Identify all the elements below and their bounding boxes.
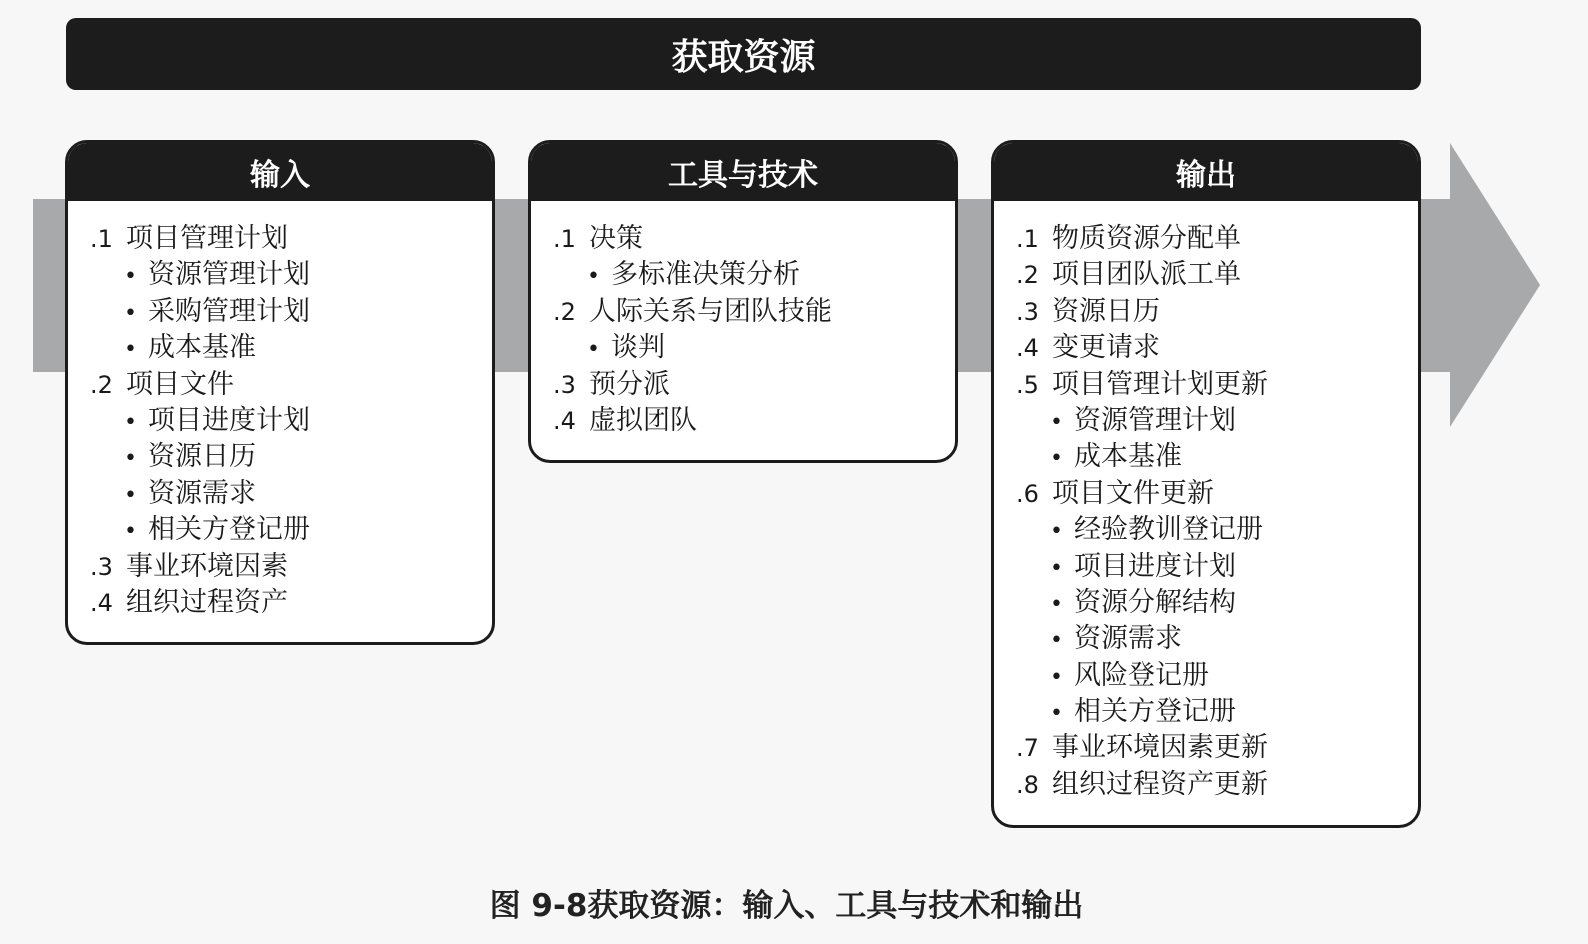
bullet-icon: • xyxy=(587,337,600,363)
item-number: .4 xyxy=(1016,334,1039,363)
item-number: .1 xyxy=(553,225,576,253)
list-item xyxy=(1016,730,1418,766)
item-text: 多标准决策分析 xyxy=(611,259,800,291)
bullet-icon: • xyxy=(124,300,137,326)
item-text: 采购管理计划 xyxy=(148,295,310,327)
list-item xyxy=(90,549,492,585)
bullet-icon: • xyxy=(1050,519,1063,545)
sub-list-item xyxy=(90,512,492,548)
item-text: 项目文件更新 xyxy=(1052,477,1214,509)
list-item xyxy=(1016,257,1418,293)
list-item xyxy=(1016,767,1418,803)
item-text: 事业环境因素 xyxy=(126,550,288,582)
outputs-header: 输出 xyxy=(994,143,1418,201)
sub-list-item xyxy=(90,476,492,512)
bullet-icon: • xyxy=(1050,591,1063,617)
item-number: .3 xyxy=(553,370,576,399)
bullet-icon: • xyxy=(124,446,137,472)
bullet-icon: • xyxy=(124,337,137,363)
sub-list-item xyxy=(1016,694,1418,730)
item-text: 成本基准 xyxy=(148,332,256,364)
item-text: 组织过程资产 xyxy=(126,586,288,618)
item-number: .3 xyxy=(1016,297,1039,326)
bullet-icon: • xyxy=(124,264,137,290)
inputs-list xyxy=(68,201,492,621)
item-text: 项目管理计划更新 xyxy=(1052,368,1268,400)
sub-list-item xyxy=(90,294,492,330)
bullet-icon: • xyxy=(1050,701,1063,727)
list-item xyxy=(553,294,955,330)
list-item xyxy=(90,221,492,257)
list-item xyxy=(90,585,492,621)
item-text: 项目进度计划 xyxy=(148,404,310,436)
list-item xyxy=(90,367,492,403)
item-text: 谈判 xyxy=(611,332,665,364)
item-text: 资源日历 xyxy=(1052,295,1160,327)
bullet-icon: • xyxy=(1050,409,1063,435)
list-item xyxy=(1016,367,1418,403)
sub-list-item xyxy=(90,330,492,366)
item-text: 资源日历 xyxy=(148,441,256,473)
item-text: 物质资源分配单 xyxy=(1052,223,1241,254)
arrow-right-icon xyxy=(1450,143,1540,427)
item-text: 项目管理计划 xyxy=(126,223,288,254)
bullet-icon: • xyxy=(1050,446,1063,472)
item-text: 相关方登记册 xyxy=(1074,696,1236,728)
list-item xyxy=(553,403,955,439)
item-number: .3 xyxy=(90,552,113,581)
item-number: .8 xyxy=(1016,770,1039,799)
item-number: .1 xyxy=(90,225,113,253)
item-text: 项目进度计划 xyxy=(1074,550,1236,582)
item-text: 虚拟团队 xyxy=(589,404,697,436)
sub-list-item xyxy=(1016,549,1418,585)
item-number: .4 xyxy=(90,588,113,617)
sub-list-item xyxy=(1016,658,1418,694)
item-text: 决策 xyxy=(589,223,643,254)
sub-list-item xyxy=(1016,621,1418,657)
item-number: .1 xyxy=(1016,225,1039,253)
list-item xyxy=(1016,221,1418,257)
sub-list-item xyxy=(553,330,955,366)
item-text: 变更请求 xyxy=(1052,332,1160,364)
item-number: .4 xyxy=(553,406,576,435)
item-text: 资源需求 xyxy=(1074,623,1182,655)
list-item xyxy=(1016,294,1418,330)
item-text: 成本基准 xyxy=(1074,441,1182,473)
item-text: 资源需求 xyxy=(148,477,256,509)
inputs-header: 输入 xyxy=(68,143,492,201)
tools-list xyxy=(531,201,955,439)
item-text: 资源管理计划 xyxy=(1074,404,1236,436)
bullet-icon: • xyxy=(124,482,137,508)
sub-list-item xyxy=(553,257,955,293)
item-number: .2 xyxy=(553,297,576,326)
diagram-title: 获取资源 xyxy=(66,18,1421,90)
sub-list-item xyxy=(1016,512,1418,548)
item-number: .2 xyxy=(1016,261,1039,290)
item-text: 人际关系与团队技能 xyxy=(589,295,832,327)
tools-header: 工具与技术 xyxy=(531,143,955,201)
list-item xyxy=(553,367,955,403)
item-number: .2 xyxy=(90,370,113,399)
list-item xyxy=(553,221,955,257)
outputs-panel xyxy=(991,140,1421,828)
item-text: 组织过程资产更新 xyxy=(1052,768,1268,800)
tools-panel xyxy=(528,140,958,463)
outputs-list xyxy=(994,201,1418,803)
sub-list-item xyxy=(1016,585,1418,621)
sub-list-item xyxy=(90,403,492,439)
item-number: .5 xyxy=(1016,370,1039,399)
sub-list-item xyxy=(1016,403,1418,439)
sub-list-item xyxy=(90,257,492,293)
item-text: 项目团队派工单 xyxy=(1052,259,1241,291)
item-text: 资源管理计划 xyxy=(148,259,310,291)
list-item xyxy=(1016,476,1418,512)
item-text: 事业环境因素更新 xyxy=(1052,732,1268,764)
figure-caption: 图 9-8获取资源：输入、工具与技术和输出 xyxy=(489,888,1084,924)
bullet-icon: • xyxy=(1050,628,1063,654)
item-text: 资源分解结构 xyxy=(1074,586,1236,618)
item-text: 相关方登记册 xyxy=(148,514,310,546)
inputs-panel xyxy=(65,140,495,645)
bullet-icon: • xyxy=(124,409,137,435)
bullet-icon: • xyxy=(587,264,600,290)
bullet-icon: • xyxy=(1050,664,1063,690)
bullet-icon: • xyxy=(124,519,137,545)
sub-list-item xyxy=(1016,439,1418,475)
sub-list-item xyxy=(90,439,492,475)
item-text: 风险登记册 xyxy=(1074,659,1209,691)
item-text: 预分派 xyxy=(589,368,670,400)
item-text: 经验教训登记册 xyxy=(1074,514,1263,546)
bullet-icon: • xyxy=(1050,555,1063,581)
item-text: 项目文件 xyxy=(126,368,234,400)
list-item xyxy=(1016,330,1418,366)
item-number: .7 xyxy=(1016,734,1039,763)
item-number: .6 xyxy=(1016,479,1039,508)
